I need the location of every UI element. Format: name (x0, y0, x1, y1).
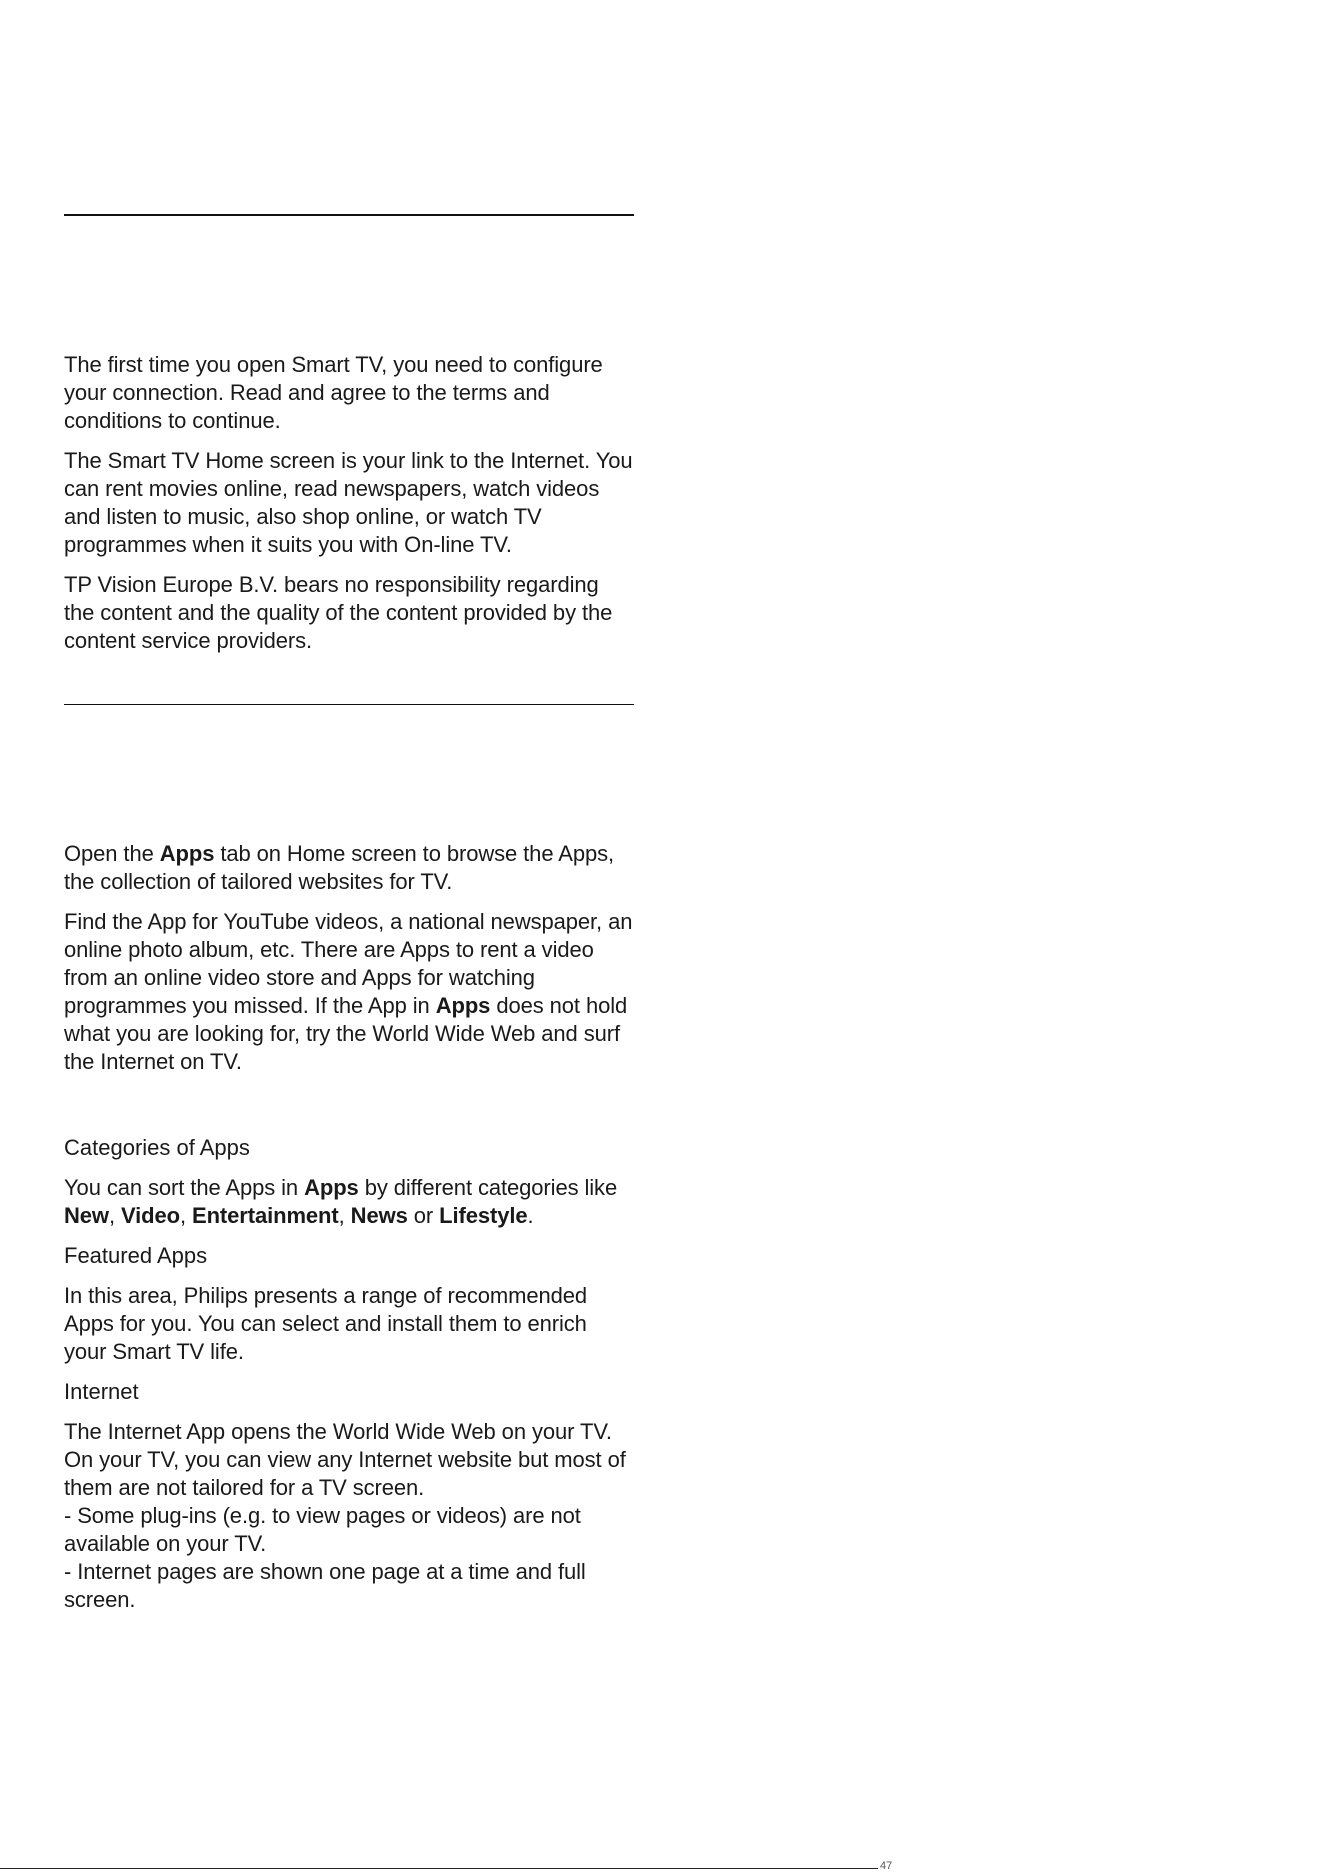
apps-paragraph-1: Open the Apps tab on Home screen to browse the Apps, the collection of tailored websites for TV. (64, 841, 615, 894)
internet-line-4: - Internet pages are shown one page at a time and full screen. (64, 1559, 586, 1612)
intro-paragraph-3: TP Vision Europe B.V. bears no responsibility regarding the content and the quality of the content provided by the content service providers. (64, 572, 613, 653)
apps-term: Apps (435, 993, 491, 1018)
featured-apps-paragraph: In this area, Philips presents a range of recommended Apps for you. You can select and install them to enrich your Smart TV life. (64, 1283, 587, 1364)
featured-apps-heading: Featured Apps (64, 1243, 208, 1268)
apps-paragraph-2: Find the App for YouTube videos, a national newspaper, an online photo album, etc. There are Apps to rent a video from an online video store and Apps for watching programmes you missed. If the App in Apps does not hold what you are looking for, try the World Wide Web and surf the Internet on TV. (64, 909, 633, 1074)
internet-line-2: On your TV, you can view any Internet website but most of them are not tailored for a TV screen. (64, 1447, 626, 1500)
internet-line-3: - Some plug-ins (e.g. to view pages or videos) are not available on your TV. (64, 1503, 581, 1556)
categories-heading: Categories of Apps (64, 1135, 250, 1160)
internet-heading: Internet (64, 1379, 139, 1404)
internet-paragraph (64, 1418, 634, 1614)
intro-paragraph-2: The Smart TV Home screen is your link to the Internet. You can rent movies online, read newspapers, watch videos and listen to music, also shop online, or watch TV programmes when it suits you with On-line TV. (64, 448, 633, 557)
internet-line-1: The Internet App opens the World Wide Web on your TV. (64, 1419, 612, 1444)
apps-term: Apps (159, 841, 215, 866)
page-number: 47 (880, 1860, 893, 1872)
footer-rule (0, 1868, 878, 1869)
intro-paragraph-1: The first time you open Smart TV, you need to configure your connection. Read and agree to the terms and conditions to continue. (64, 352, 603, 433)
smart-tv-intro-section (64, 351, 634, 667)
categories-paragraph: You can sort the Apps in Apps by different categories like New, Video, Entertainment, News or Lifestyle. (64, 1175, 618, 1228)
section-divider-middle (64, 704, 634, 705)
apps-section (64, 840, 634, 1088)
section-divider-top (64, 214, 634, 216)
apps-details-section (64, 1134, 634, 1626)
